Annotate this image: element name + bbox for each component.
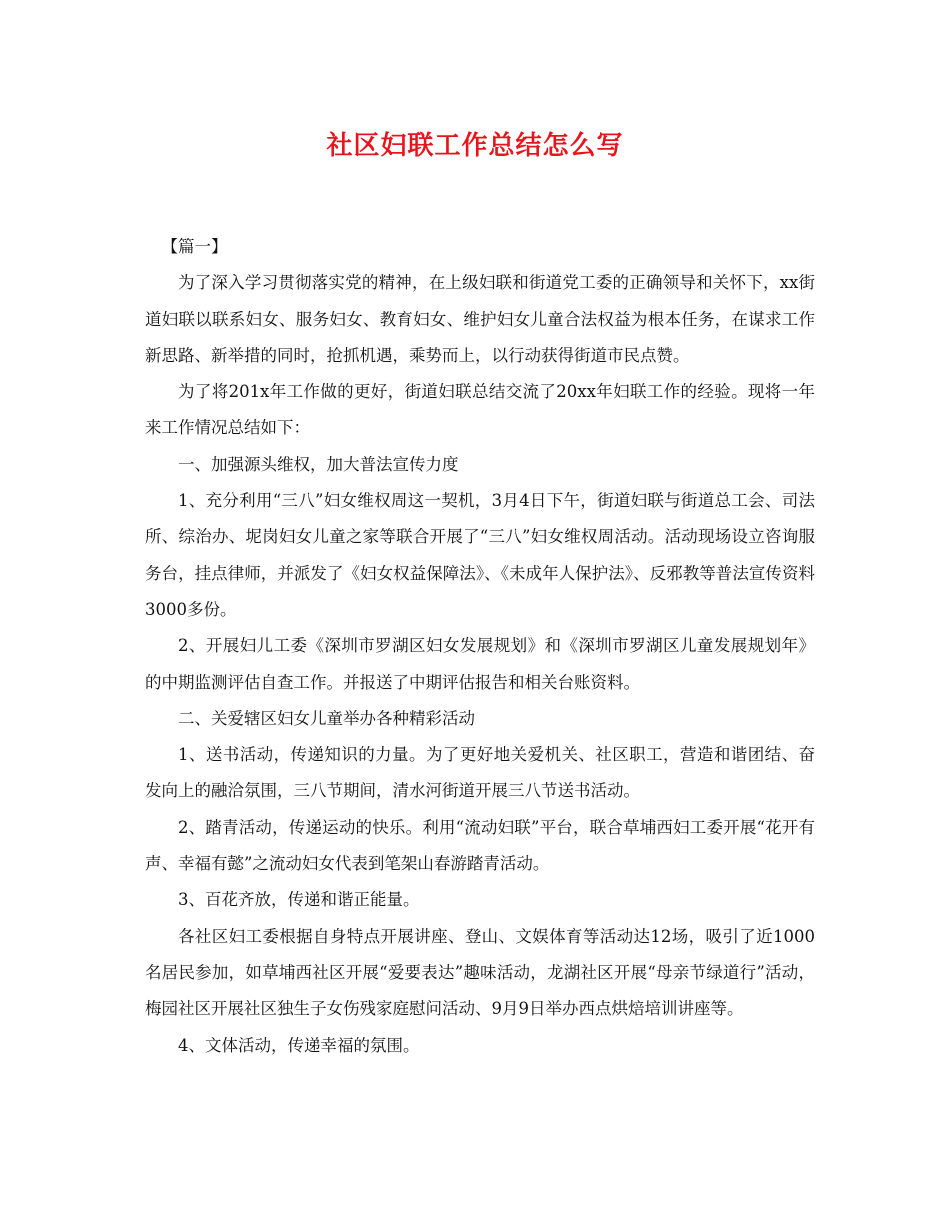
paragraph-item-2-1: 1、送书活动，传递知识的力量。为了更好地关爱机关、社区职工，营造和谐团结、奋发向上的融洽氛围，三八节期间，清水河街道开展三八节送书活动。: [145, 745, 815, 801]
paragraph-item-2-4: 4、文体活动，传递幸福的氛围。: [178, 1035, 420, 1055]
heading-section-2: 二、关爱辖区妇女儿童举办各种精彩活动: [178, 708, 475, 728]
document-title: 社区妇联工作总结怎么写: [326, 131, 624, 161]
paragraph-item-1-1: 1、充分利用“三八”妇女维权周这一契机，3月4日下午，街道妇联与街道总工会、司法所、综治办、坭岗妇女儿童之家等联合开展了“三八”妇女维权周活动。活动现场设立咨询服务台，挂点律师，并派发了《妇女权益保障法》、《未成年人保护法》、反邪教等普法宣传资料3000多份。: [145, 491, 815, 619]
paragraph-item-2-2: 2、踏青活动，传递运动的快乐。利用“流动妇联”平台，联合草埔西妇工委开展“花开有声、幸福有懿”之流动妇女代表到笔架山春游踏青活动。: [145, 817, 815, 874]
paragraph-community-activities: 各社区妇工委根据自身特点开展讲座、登山、文娱体育等活动达12场，吸引了近1000名居民参加，如草埔西社区开展“爱要表达”趣味活动，龙湖社区开展“母亲节绿道行”活动，梅园社区开展社区独生子女伤残家庭慰问活动、9月9日举办西点烘焙培训讲座等。: [145, 926, 815, 1019]
paragraph-item-2-3: 3、百花齐放，传递和谐正能量。: [178, 890, 420, 910]
document-body: [145, 229, 815, 1064]
paragraph-intro: 为了深入学习贯彻落实党的精神，在上级妇联和街道党工委的正确领导和关怀下，xx街道妇联以联系妇女、服务妇女、教育妇女、维护妇女儿童合法权益为根本任务，在谋求工作新思路、新举措的同时，抢抓机遇，乘势而上，以行动获得街道市民点赞。: [145, 273, 815, 365]
paragraph-summary-intro: 为了将201x年工作做的更好，街道妇联总结交流了20xx年妇联工作的经验。现将一年来工作情况总结如下：: [145, 382, 815, 438]
section-label: 【篇一】: [161, 237, 228, 256]
heading-section-1: 一、加强源头维权，加大普法宣传力度: [178, 454, 459, 474]
paragraph-item-1-2: 2、开展妇儿工委《深圳市罗湖区妇女发展规划》和《深圳市罗湖区儿童发展规划年》的中期监测评估自查工作。并报送了中期评估报告和相关台账资料。: [145, 636, 815, 692]
